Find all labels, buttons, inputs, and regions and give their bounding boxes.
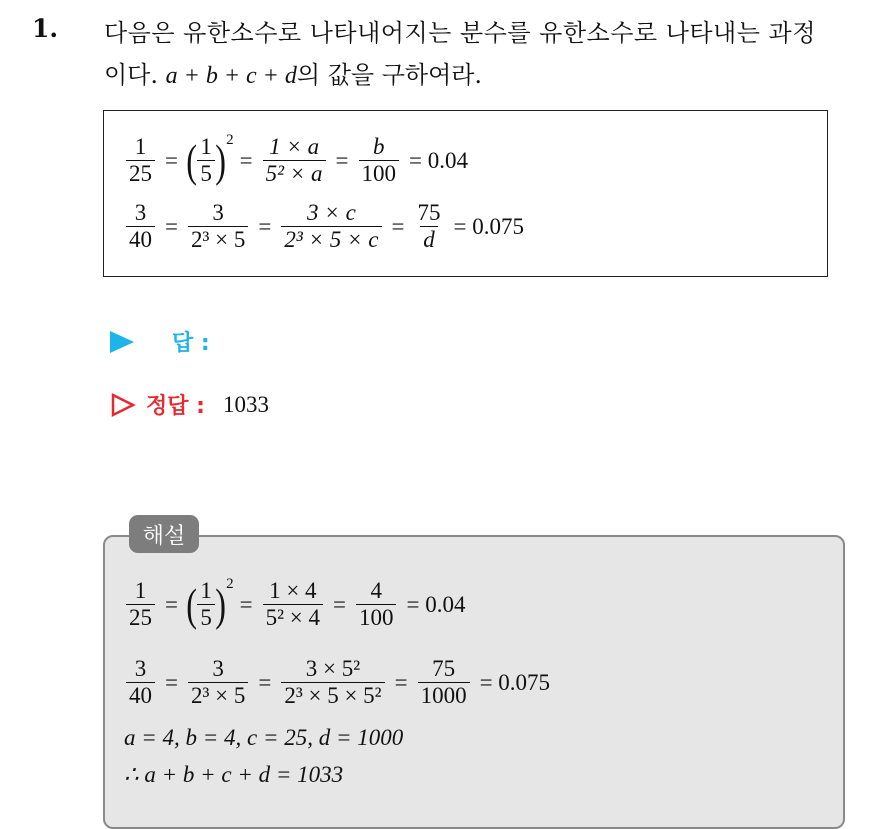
denominator: 40 (126, 226, 155, 253)
question-line-2 (104, 54, 874, 97)
denominator: 40 (126, 682, 155, 709)
equals-sign: = (394, 669, 408, 695)
denominator: 5 (197, 160, 215, 187)
solution-equation-2 (122, 656, 556, 709)
fraction (126, 134, 155, 187)
answer-row (110, 326, 210, 357)
fraction (281, 656, 384, 709)
question-expression: a + b + c + d (165, 63, 297, 89)
fraction (414, 200, 443, 253)
fraction (126, 656, 155, 709)
denominator: 25 (126, 604, 155, 631)
numerator: 1 (134, 134, 147, 159)
equals-sign: = (165, 591, 178, 617)
fraction (126, 200, 155, 253)
fraction (197, 134, 215, 187)
denominator: 5² × a (263, 160, 326, 187)
result: = 0.075 (479, 669, 551, 695)
fraction (188, 656, 248, 709)
denominator: 2³ × 5 × c (281, 226, 381, 253)
left-paren: ( (186, 578, 198, 630)
equals-sign: = (165, 147, 178, 173)
solution-values-line: a = 4, b = 4, c = 25, d = 1000 (124, 725, 404, 750)
equals-sign: = (239, 147, 253, 173)
fraction (263, 578, 323, 631)
numerator: 4 (370, 578, 382, 603)
equals-sign: = (335, 147, 349, 173)
play-arrow-icon (110, 331, 134, 353)
exponent: 2 (226, 132, 234, 148)
equals-sign: = (165, 669, 178, 695)
left-paren: ( (186, 134, 198, 186)
denominator: 5² × 4 (263, 604, 323, 631)
fraction (197, 578, 215, 631)
question-line-2-suffix: 의 값을 구하여라. (296, 61, 483, 89)
denominator: d (420, 226, 438, 253)
numerator: 75 (432, 656, 456, 681)
numerator: 75 (417, 200, 441, 225)
equals-sign: = (258, 669, 272, 695)
correct-answer-value: 1033 (222, 391, 269, 417)
problem-equation-1 (122, 134, 474, 187)
numerator: 1 (200, 578, 212, 603)
denominator: 100 (359, 160, 400, 187)
numerator: 3 (212, 200, 224, 225)
equals-sign: = (258, 213, 272, 239)
outline-arrow-icon (110, 392, 136, 418)
fraction (356, 578, 397, 631)
solution-equation-1 (122, 578, 471, 631)
correct-answer-row (110, 389, 269, 420)
denominator: 2³ × 5 (188, 226, 248, 253)
numerator: 3 × c (307, 200, 356, 225)
numerator: 3 (134, 656, 147, 681)
right-paren: ) (215, 134, 226, 186)
numerator: b (373, 134, 385, 159)
question-text (104, 12, 874, 97)
equals-sign: = (391, 213, 405, 239)
question-line-2-prefix: 이다. (104, 61, 166, 89)
denominator: 5 (197, 604, 215, 631)
problem-equation-2 (122, 200, 530, 253)
fraction (418, 656, 470, 709)
fraction (263, 134, 326, 187)
numerator: 1 × 4 (269, 578, 317, 603)
equals-sign: = (165, 213, 178, 239)
answer-label: 답 : (172, 331, 210, 356)
denominator: 2³ × 5 (188, 682, 248, 709)
exponent: 2 (226, 576, 234, 592)
fraction (359, 134, 400, 187)
fraction (126, 578, 155, 631)
result: = 0.04 (406, 591, 466, 617)
right-paren: ) (215, 578, 226, 630)
denominator: 1000 (418, 682, 470, 709)
numerator: 1 (200, 134, 212, 159)
equals-sign: = (239, 591, 253, 617)
equals-sign: = (333, 591, 346, 617)
result: = 0.04 (409, 147, 469, 173)
denominator: 25 (126, 160, 155, 187)
fraction (281, 200, 381, 253)
solution-tab: 해설 (129, 515, 199, 553)
numerator: 1 (134, 578, 147, 603)
numerator: 3 (134, 200, 147, 225)
denominator: 100 (356, 604, 397, 631)
solution-conclusion-line: ∴ a + b + c + d = 1033 (124, 762, 344, 787)
correct-answer-label: 정답 : (146, 394, 205, 419)
numerator: 3 × 5² (305, 656, 361, 681)
question-number: 1. (32, 14, 59, 43)
fraction (188, 200, 248, 253)
question-line-1: 다음은 유한소수로 나타내어지는 분수를 유한소수로 나타내는 과정 (104, 19, 816, 47)
numerator: 1 × a (269, 134, 320, 159)
denominator: 2³ × 5 × 5² (281, 682, 384, 709)
result: = 0.075 (453, 213, 524, 239)
numerator: 3 (212, 656, 224, 681)
